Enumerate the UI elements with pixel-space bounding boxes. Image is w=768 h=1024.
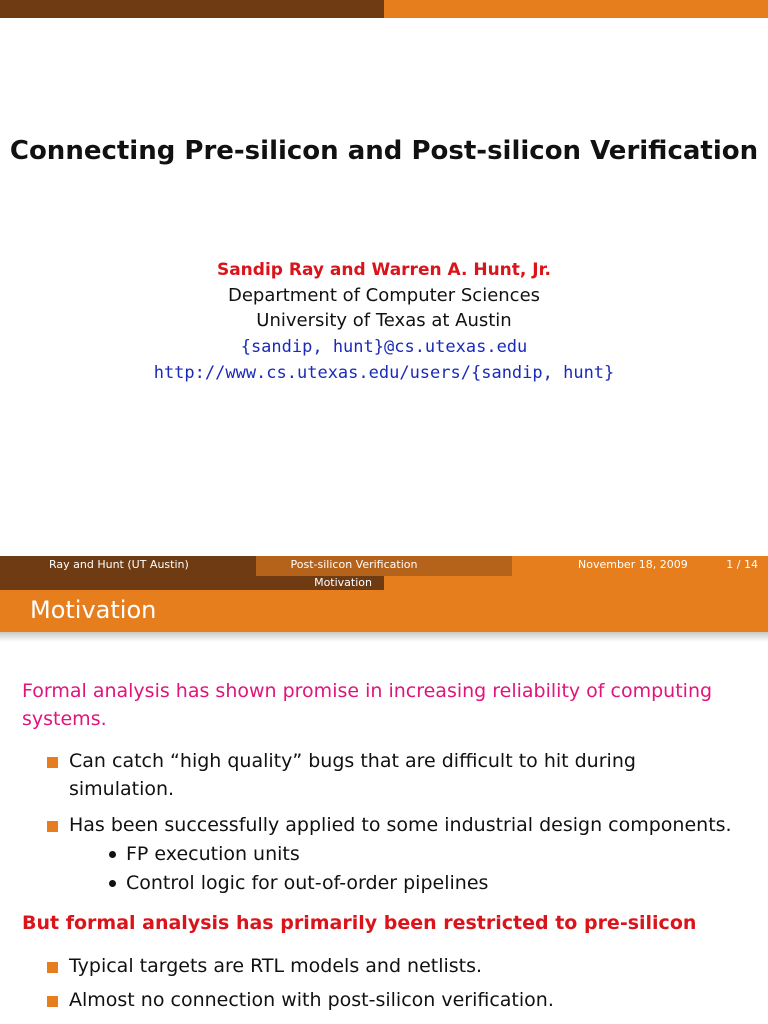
- footer-title: Post-silicon Verification: [256, 556, 512, 576]
- square-bullet-icon: [47, 821, 58, 832]
- sub-list-item-text: FP execution units: [126, 843, 300, 865]
- square-bullet-icon: [47, 962, 58, 973]
- footer-page-number: 1 / 14: [726, 558, 758, 571]
- sub-list-item-text: Control logic for out-of-order pipelines: [126, 872, 489, 894]
- list-item-text: Can catch “high quality” bugs that are difficult to hit during simulation.: [69, 750, 636, 800]
- slide-footer: [0, 556, 768, 576]
- lead-statement: Formal analysis has shown promise in increasing reliability of computing systems.: [22, 680, 713, 730]
- top-bar-dark-segment: [0, 0, 384, 18]
- department: Department of Computer Sciences: [227, 285, 541, 306]
- round-bullet-icon: [109, 880, 116, 887]
- presentation-title: Connecting Pre-silicon and Post-silicon Verification: [9, 136, 759, 166]
- list-item: [47, 811, 747, 839]
- list-item-text: Almost no connection with post-silicon verification.: [69, 989, 554, 1011]
- square-bullet-icon: [47, 757, 58, 768]
- nav-strip-right: [384, 576, 768, 590]
- section-navigation: [0, 576, 768, 590]
- frame-title: Motivation: [30, 596, 157, 624]
- homepage-link[interactable]: http://www.cs.utexas.edu/users/{sandip, hunt}: [153, 363, 615, 383]
- title-slide-top-bar: [0, 0, 768, 18]
- square-bullet-icon: [47, 996, 58, 1007]
- frame-title-bar: [0, 590, 768, 632]
- authors: Sandip Ray and Warren A. Hunt, Jr.: [216, 260, 552, 280]
- list-item: [47, 986, 747, 1014]
- sub-list-item: [106, 869, 706, 897]
- top-bar-light-segment: [384, 0, 768, 18]
- list-item: [47, 747, 687, 803]
- round-bullet-icon: [109, 851, 116, 858]
- university: University of Texas at Austin: [256, 310, 512, 331]
- highlight-statement: But formal analysis has primarily been restricted to pre-silicon: [22, 912, 697, 934]
- footer-date: November 18, 2009: [578, 558, 688, 571]
- list-item-text: Has been successfully applied to some industrial design components.: [69, 814, 732, 836]
- footer-date-page: [512, 556, 768, 576]
- sub-list-item: [106, 840, 706, 868]
- nav-section-label[interactable]: Motivation: [0, 576, 384, 590]
- footer-author: Ray and Hunt (UT Austin): [0, 556, 256, 576]
- list-item-text: Typical targets are RTL models and netlists.: [69, 955, 483, 977]
- email-link[interactable]: {sandip, hunt}@cs.utexas.edu: [240, 337, 528, 357]
- title-bar-shadow: [0, 632, 768, 642]
- list-item: [47, 952, 747, 980]
